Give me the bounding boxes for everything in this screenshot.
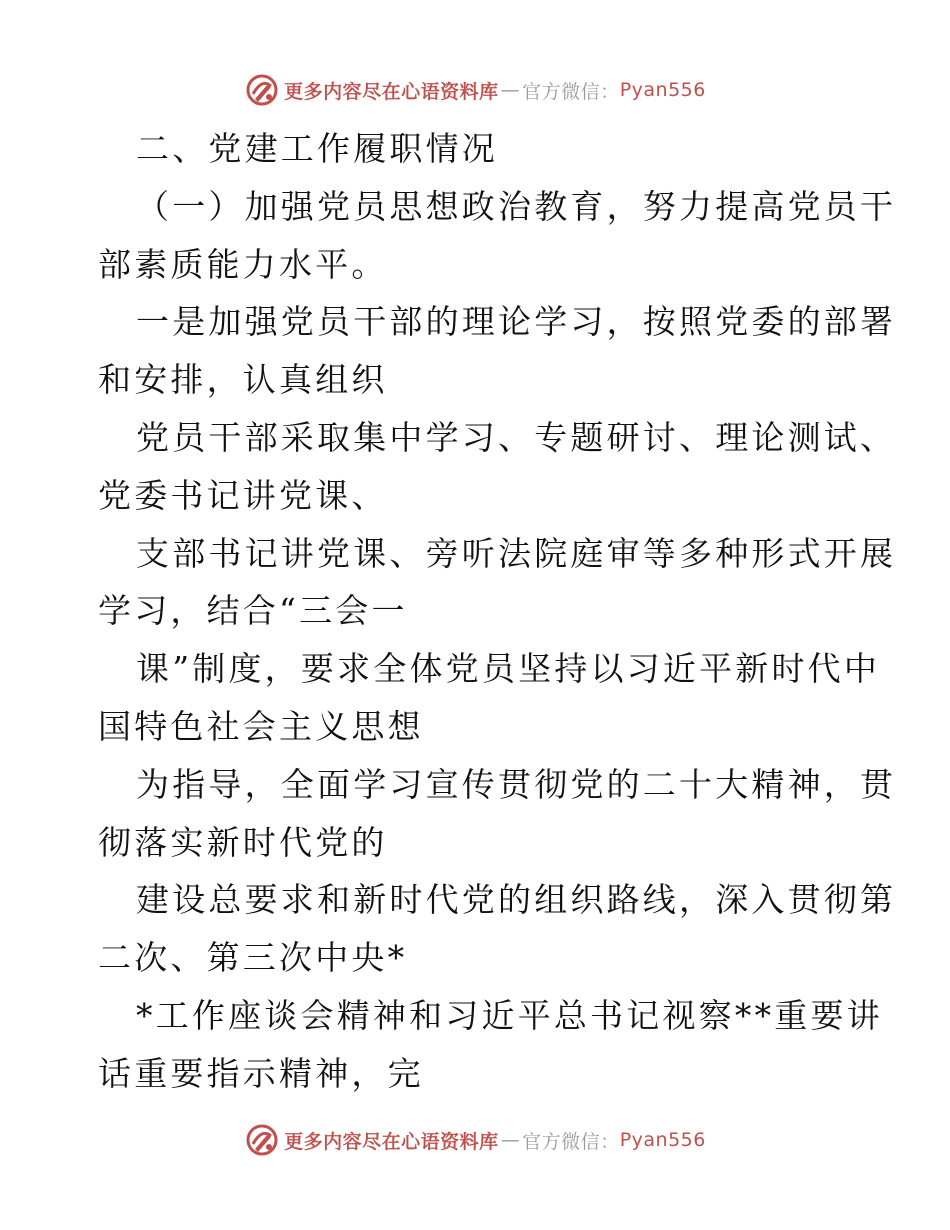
watermark-id: Pyan556: [619, 79, 706, 101]
text-line: 党委书记讲党课、: [98, 475, 388, 515]
text-line: 话重要指示精神，完: [98, 1053, 424, 1093]
watermark-separator: —: [500, 1129, 521, 1151]
text-line: 党员干部采取集中学习、专题研讨、理论测试、: [136, 417, 897, 457]
watermark-id: Pyan556: [619, 1129, 706, 1151]
section-heading: 二、党建工作履职情况: [136, 129, 498, 168]
text-line: 学习，结合“三会一: [98, 591, 408, 631]
text-line: 彻落实新时代党的: [98, 822, 388, 862]
text-line: *工作座谈会精神和习近平总书记视察**重要讲: [136, 995, 883, 1035]
text-line: 一是加强党员干部的理论学习，按照党委的部署: [136, 302, 897, 342]
document-body: [98, 120, 897, 1103]
text-line: 支部书记讲党课、旁听法院庭审等多种形式开展: [136, 533, 897, 573]
header-watermark: [0, 70, 950, 110]
watermark-label: 官方微信：: [522, 80, 620, 103]
footer-watermark: [0, 1120, 950, 1160]
text-line: 部素质能力水平。: [98, 244, 388, 284]
text-line: 课”制度，要求全体党员坚持以习近平新时代中: [136, 649, 881, 689]
watermark-separator: —: [500, 79, 521, 101]
text-line: 建设总要求和新时代党的组织路线，深入贯彻第: [136, 880, 897, 920]
watermark-text: 更多内容尽在心语资料库: [284, 80, 499, 103]
text-line: 为指导，全面学习宣传贯彻党的二十大精神，贯: [136, 764, 897, 804]
watermark-label: 官方微信：: [522, 1130, 620, 1153]
text-line: 二次、第三次中央*: [98, 938, 408, 978]
text-line: 国特色社会主义思想: [98, 706, 424, 746]
watermark-text: 更多内容尽在心语资料库: [284, 1130, 499, 1153]
logo-icon: [244, 1122, 280, 1158]
logo-icon: [244, 72, 280, 108]
text-line: 和安排，认真组织: [98, 360, 388, 400]
text-line: （一）加强党员思想政治教育，努力提高党员干: [136, 186, 897, 226]
